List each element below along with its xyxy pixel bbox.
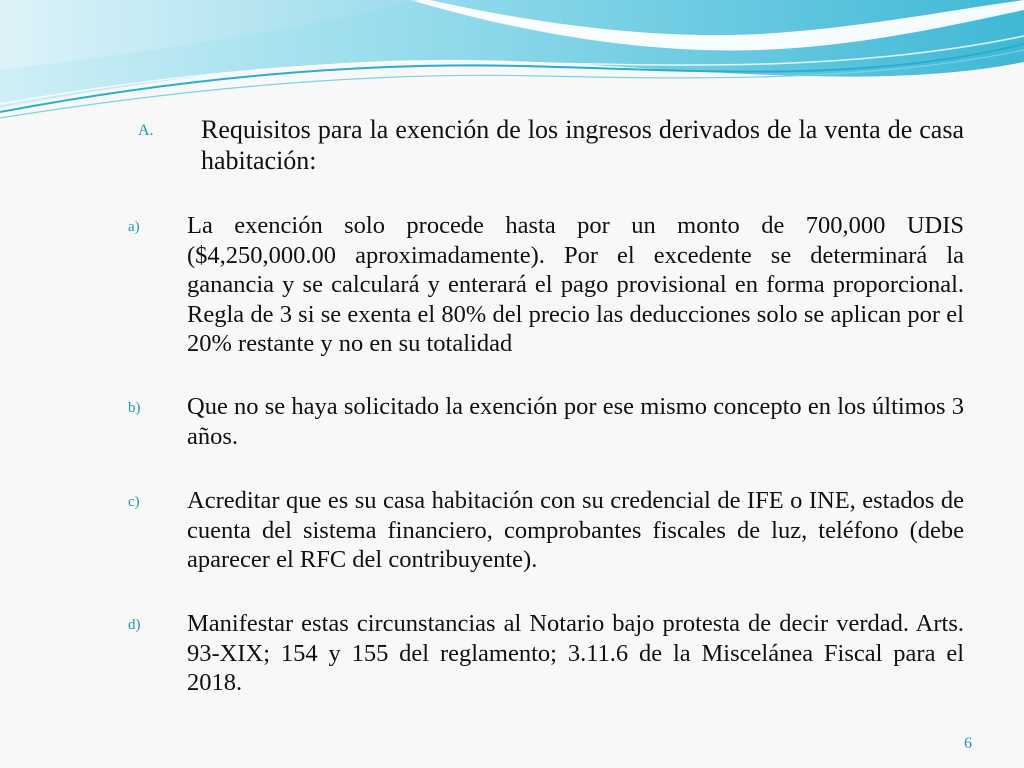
list-item-d (128, 609, 964, 698)
list-item-c (128, 486, 964, 575)
list-item-marker: d) (128, 617, 141, 633)
list-item-text: Acreditar que es su casa habitación con su credencial de IFE o INE, estados de cuenta del sistema financiero, comprobantes fiscales de luz, teléfono (debe aparecer el RFC del contribuyente). (187, 487, 964, 573)
list-item-marker: b) (128, 400, 141, 416)
list-item-marker: c) (128, 494, 140, 510)
slide-number: 6 (964, 735, 972, 752)
list-item-text: La exención solo procede hasta por un monto de 700,000 UDIS ($4,250,000.00 aproximadamente). Por el excedente se determinará la ganancia y se calculará y enterará el pago provisional en forma proporcional. Regla de 3 si se exenta el 80% del precio las deducciones solo se aplican por el 20% restante y no en su totalidad (187, 212, 964, 357)
list-item-a (128, 211, 964, 359)
header-wave-decoration (0, 0, 1024, 130)
heading-marker: A. (138, 122, 154, 139)
heading-text: Requisitos para la exención de los ingresos derivados de la venta de casa habitación: (201, 115, 964, 175)
list-item-b (128, 392, 964, 451)
list-item-text: Manifestar estas circunstancias al Notario bajo protesta de decir verdad. Arts. 93-XIX; 154 y 155 del reglamento; 3.11.6 de la Miscelánea Fiscal para el 2018. (187, 610, 964, 696)
list-item-marker: a) (128, 219, 140, 235)
list-item-text: Que no se haya solicitado la exención por ese mismo concepto en los últimos 3 años. (187, 393, 964, 450)
slide-heading (138, 114, 964, 176)
